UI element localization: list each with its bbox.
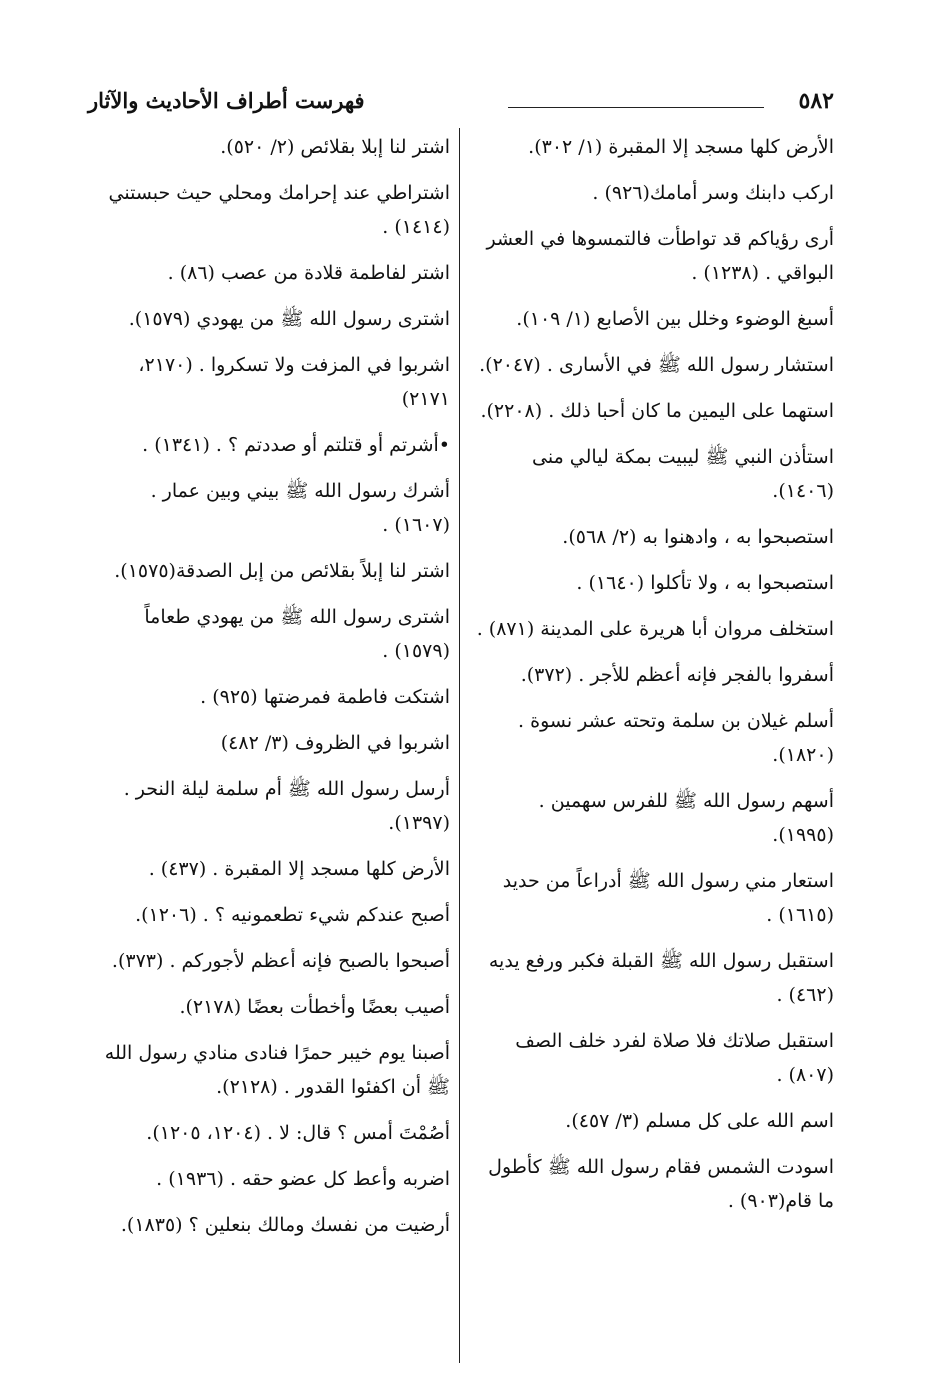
hadith-entry: الأرض كلها مسجد إلا المقبرة (١/ ٣٠٢). (528, 136, 834, 158)
hadith-entry: أسهم رسول الله ﷺ للفرس سهمين . (١٩٩٥). (538, 790, 834, 846)
hadith-entry: اشتر لفاطمة قلادة من عصب (٨٦) . (167, 262, 450, 284)
hadith-entry: أسلم غيلان بن سلمة وتحته عشر نسوة . (١٨٢٠). (518, 710, 834, 766)
hadith-entry: أرسل رسول الله ﷺ أم سلمة ليلة النحر . (١٣٩٧). (123, 778, 450, 834)
hadith-entry: أصبنا يوم خيبر حمرًا فنادى منادي رسول الله ﷺ أن اكفئوا القدور . (٢١٢٨). (104, 1042, 450, 1098)
hadith-entry: اسودت الشمس فقام رسول الله ﷺ كأطول ما قام(٩٠٣) . (488, 1156, 834, 1212)
hadith-entry: استخلف مروان أبا هريرة على المدينة (٨٧١) . (476, 618, 834, 640)
hadith-entry: أصبحوا بالصبح فإنه أعظم لأجوركم . (٣٧٣). (111, 950, 450, 972)
hadith-entry: استقبل رسول الله ﷺ القبلة فكبر ورفع يديه (٤٦٢) . (488, 950, 834, 1006)
hadith-entry: استعار مني رسول الله ﷺ أدراعاً من حديد (١٦١٥) . (502, 870, 834, 926)
hadith-entry: اشتر لنا إبلاً بقلائص من إبل الصدقة(١٥٧٥). (114, 560, 450, 582)
hadith-entry: اشربوا في الظروف (٣/ ٤٨٢) (220, 732, 450, 754)
left-column (92, 130, 450, 1254)
hadith-entry: اشتكت فاطمة فمرضتها (٩٢٥) . (200, 686, 450, 708)
hadith-entry: اشتر لنا إبلا بقلائص (٢/ ٥٢٠). (220, 136, 450, 158)
hadith-entry: أصبح عندكم شيء تطعمونيه ؟ . (١٢٠٦). (135, 904, 450, 926)
hadith-entry: أسفروا بالفجر فإنه أعظم للأجر . (٣٧٢). (520, 664, 834, 686)
hadith-entry: استأذن النبي ﷺ ليبيت بمكة ليالي منى (١٤٠٦). (532, 446, 834, 502)
header-rule (508, 107, 764, 108)
hadith-entry: اسم الله على كل مسلم (٣/ ٤٥٧). (565, 1110, 834, 1132)
hadith-entry: استشار رسول الله ﷺ في الأسارى . (٢٠٤٧). (479, 354, 834, 376)
hadith-entry: استقبل صلاتك فلا صلاة لفرد خلف الصف (٨٠٧) . (515, 1030, 834, 1086)
right-column (474, 130, 834, 1230)
page-number: ٥٨٢ (798, 88, 834, 114)
hadith-entry: اشترى رسول الله ﷺ من يهودي (١٥٧٩). (128, 308, 450, 330)
hadith-entry: اشترى رسول الله ﷺ من يهودي طعاماً (١٥٧٩) . (144, 606, 450, 662)
hadith-entry: أرضيت من نفسك ومالك بنعلين ؟ (١٨٣٥). (120, 1214, 450, 1236)
hadith-entry: استصبحوا به ، وادهنوا به (٢/ ٥٦٨). (562, 526, 834, 548)
running-title: فهرست أطراف الأحاديث والآثار (88, 88, 365, 113)
hadith-entry: اضربه وأعط كل عضو حقه . (١٩٣٦) . (156, 1168, 450, 1190)
hadith-entry: الأرض كلها مسجد إلا المقبرة . (٤٣٧) . (148, 858, 450, 880)
hadith-entry: أشرك رسول الله ﷺ بيني وبين عمار . (١٦٠٧) . (150, 480, 450, 536)
hadith-entry: •أشرتم أو قتلتم أو صددتم ؟ . (١٣٤١) . (142, 434, 450, 456)
hadith-entry: أرى رؤياكم قد تواطأت فالتمسوها في العشر البواقي . (١٢٣٨) . (486, 228, 834, 284)
hadith-entry: استصبحوا به ، ولا تأكلوا (١٦٤٠) . (576, 572, 834, 594)
hadith-entry: أسبغ الوضوء وخلل بين الأصابع (١/ ١٠٩). (516, 308, 834, 330)
hadith-entry: اركب دابنك وسر أمامك(٩٢٦) . (592, 182, 834, 204)
hadith-entry: أصُمْتَ أمس ؟ قال: لا . (١٢٠٤، ١٢٠٥). (146, 1122, 450, 1144)
column-divider (459, 128, 460, 1363)
hadith-entry: اشتراطي عند إحرامك ومحلي حيث حبستني (١٤١٤) . (108, 182, 450, 238)
hadith-entry: استهما على اليمين ما كان أحبا ذلك . (٢٢٠٨). (480, 400, 834, 422)
page-header (88, 88, 834, 122)
hadith-entry: أصيب بعضًا وأخطأت بعضًا (٢١٧٨). (179, 996, 450, 1018)
hadith-entry: اشربوا في المزفت ولا تسكروا . (٢١٧٠، ٢١٧١) (138, 354, 450, 410)
